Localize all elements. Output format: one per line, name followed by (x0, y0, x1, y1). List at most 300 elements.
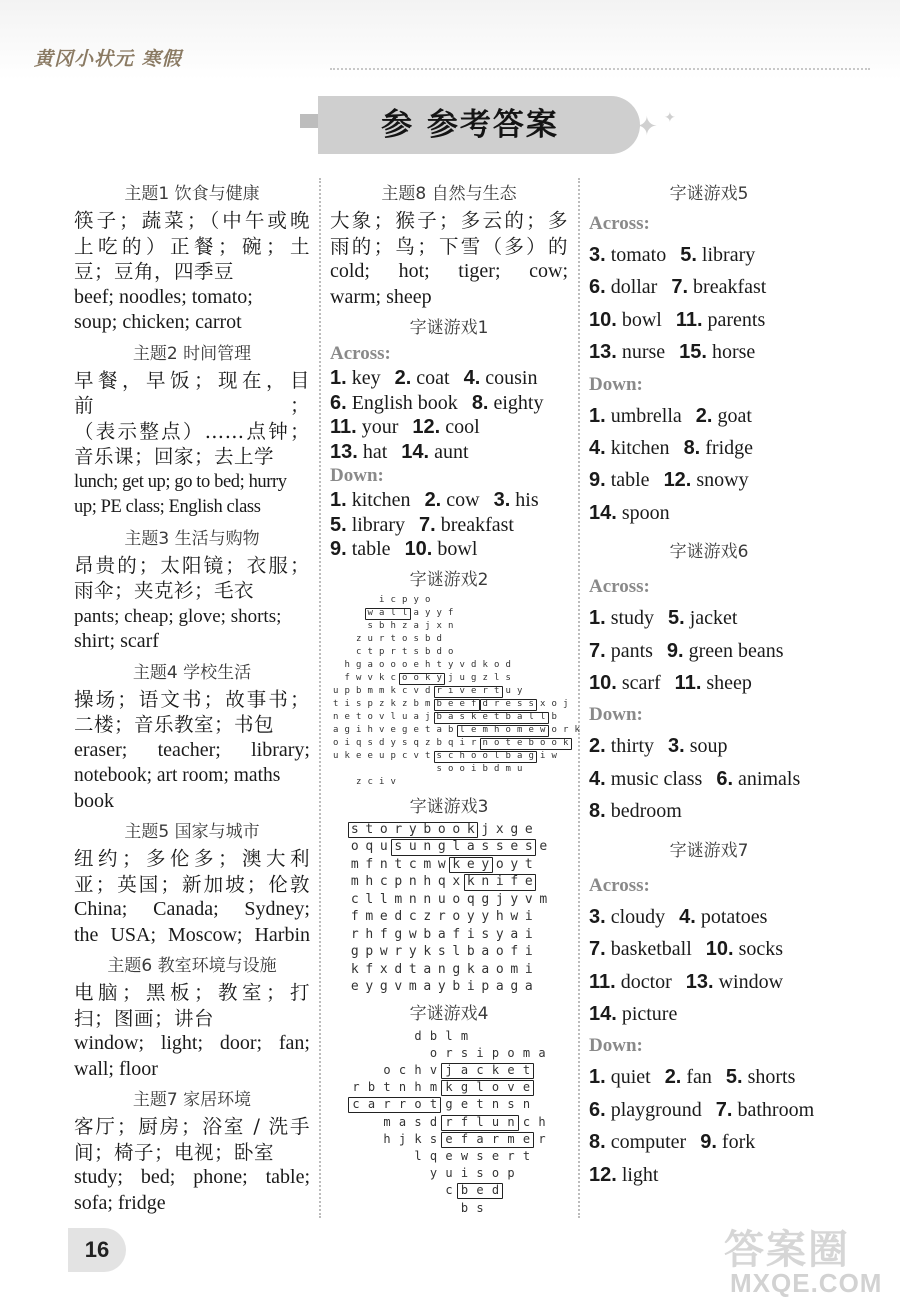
grid-letter: l (452, 944, 461, 959)
answer-row (589, 336, 829, 368)
word-search-grid-3 (348, 821, 551, 996)
answer-zh-line: 音乐课；回家；去上学 (74, 445, 275, 468)
grid-letter: v (524, 891, 533, 907)
grid-letter: b (356, 685, 362, 696)
grid-letter: n (423, 891, 432, 907)
grid-letter: h (344, 659, 350, 670)
grid-letter: a (423, 961, 432, 977)
grid-letter: o (429, 1045, 438, 1060)
grid-letter: u (505, 685, 511, 696)
grid-letter: s (517, 698, 523, 709)
answer-word: fan (686, 1066, 712, 1089)
grid-letter: c (522, 1114, 531, 1129)
grid-letter: a (367, 1097, 376, 1112)
grid-letter: e (471, 685, 477, 696)
clue-number: 12. (663, 469, 692, 492)
grid-letter: d (491, 1183, 500, 1198)
grid-letter: w (367, 607, 373, 618)
answer-item (589, 607, 654, 629)
grid-letter: r (398, 1097, 407, 1112)
answer-zh-line: 昂贵的；太阳镜；衣服； (74, 553, 310, 577)
grid-letter: v (379, 711, 385, 722)
clue-number: 2. (695, 404, 713, 427)
clue-number: 8. (683, 437, 701, 460)
across-label: Across: (589, 213, 650, 234)
grid-letter: g (510, 821, 519, 837)
grid-letter: b (413, 698, 419, 709)
down-answers (589, 400, 829, 530)
answer-item (419, 514, 514, 536)
grid-letter: m (522, 1045, 531, 1060)
answer-word: aunt (434, 440, 469, 463)
grid-letter: s (367, 620, 373, 631)
clue-number: 10. (589, 672, 617, 695)
grid-letter: g (356, 659, 362, 670)
grid-letter: y (425, 607, 431, 618)
answer-item (679, 341, 755, 363)
answer-word: breakfast (693, 276, 767, 299)
answer-item (472, 392, 544, 414)
answer-item (696, 405, 752, 427)
grid-letter: a (495, 979, 504, 994)
section-title: 主题3 生活与购物 (124, 528, 260, 549)
grid-letter: m (510, 961, 519, 977)
answer-row (330, 537, 568, 562)
grid-letter: r (350, 926, 359, 942)
grid-letter: d (394, 961, 403, 977)
grid-letter: r (394, 944, 403, 959)
answer-row (589, 239, 829, 271)
grid-letter: m (365, 909, 374, 924)
grid-letter: q (356, 737, 362, 748)
clue-number: 9. (700, 1131, 717, 1154)
answer-word: nurse (621, 341, 666, 364)
answer-en-line: warm; sheep (330, 285, 432, 308)
answer-item (680, 244, 755, 266)
grid-letter: a (413, 607, 419, 618)
grid-letter: s (495, 839, 504, 854)
grid-letter: j (563, 698, 569, 709)
grid-letter: m (429, 1080, 438, 1095)
grid-letter: n (333, 711, 339, 722)
grid-letter: k (466, 874, 475, 889)
grid-letter: s (350, 821, 359, 837)
grid-letter: r (471, 737, 477, 748)
section-title: 字谜游戏3 (409, 796, 489, 817)
grid-letter: a (538, 1045, 546, 1060)
grid-letter: o (491, 1166, 500, 1181)
section-title: 主题4 学校生活 (132, 662, 252, 683)
column-2 (330, 178, 580, 1221)
down-answers (330, 488, 568, 562)
grid-letter: i (495, 874, 504, 889)
found-word-box (434, 712, 549, 724)
grid-letter: b (436, 737, 442, 748)
grid-letter: l (494, 672, 500, 683)
answer-en-line: book (74, 789, 114, 812)
grid-letter: l (390, 711, 396, 722)
grid-letter: y (429, 1166, 438, 1181)
clue-number: 8. (589, 800, 606, 823)
grid-letter: s (528, 698, 534, 709)
grid-letter: t (522, 1148, 531, 1163)
grid-letter: r (379, 633, 385, 644)
answer-zh-line: 雨的；鸟；下雪（多）的 (330, 234, 568, 258)
grid-letter: u (408, 839, 417, 854)
answer-word: cousin (485, 367, 538, 389)
grid-letter: f (460, 1131, 469, 1146)
answer-word: breakfast (440, 513, 514, 536)
answer-row (330, 366, 568, 391)
grid-letter: u (445, 1166, 453, 1181)
answer-item (412, 416, 479, 438)
answer-item (589, 244, 666, 266)
grid-letter: c (350, 891, 359, 907)
answer-item (425, 489, 480, 511)
answer-row (589, 602, 829, 634)
grid-letter: n (408, 891, 417, 907)
grid-letter: k (390, 685, 396, 696)
clue-number: 2. (664, 1066, 682, 1089)
clue-number: 1. (330, 489, 347, 511)
grid-letter: h (538, 1114, 546, 1129)
grid-letter: u (517, 763, 523, 774)
grid-letter: v (459, 659, 465, 670)
answer-item (664, 469, 749, 491)
grid-letter: e (356, 750, 362, 761)
grid-letter: q (466, 891, 475, 907)
down-answers (589, 730, 829, 827)
grid-letter: h (494, 724, 500, 735)
grid-letter: s (414, 1114, 422, 1129)
grid-letter: e (524, 821, 533, 837)
answer-en-line: shirt; scarf (74, 630, 159, 652)
found-word-box (348, 822, 479, 839)
section-title: 字谜游戏7 (669, 840, 749, 861)
grid-letter: k (414, 1131, 422, 1146)
grid-letter: l (476, 1114, 484, 1129)
grid-letter: s (476, 1200, 484, 1215)
grid-letter: k (574, 724, 580, 735)
grid-letter: b (505, 750, 511, 761)
grid-letter: i (524, 961, 533, 977)
grid-letter: e (445, 1131, 453, 1146)
grid-letter: m (505, 763, 511, 774)
grid-letter: o (471, 750, 477, 761)
grid-letter: z (356, 633, 362, 644)
grid-letter: v (413, 750, 419, 761)
grid-letter: p (379, 646, 385, 657)
grid-letter: d (505, 659, 511, 670)
grid-letter: l (459, 724, 465, 735)
grid-letter: y (408, 944, 417, 959)
grid-letter: l (445, 1028, 453, 1043)
grid-letter: o (452, 821, 461, 837)
answer-word: kitchen (351, 489, 411, 511)
grid-letter: j (425, 620, 431, 631)
grid-letter: i (459, 737, 465, 748)
grid-letter: f (460, 1114, 469, 1129)
grid-letter: r (482, 685, 488, 696)
grid-letter: v (429, 1062, 438, 1077)
grid-letter: p (390, 750, 396, 761)
grid-letter: d (414, 1028, 422, 1043)
answer-word: sheep (706, 672, 752, 695)
clue-number: 4. (463, 367, 481, 389)
grid-letter: p (344, 685, 350, 696)
answer-item (589, 938, 692, 960)
answer-en-line: sofa; fridge (74, 1191, 166, 1214)
grid-letter: a (476, 1131, 484, 1146)
answer-item (589, 735, 654, 757)
across-label: Across: (589, 576, 650, 598)
clue-number: 14. (589, 1002, 617, 1025)
answer-word: picture (621, 1002, 678, 1025)
answer-item (589, 971, 672, 993)
answer-en-line: cold; hot; tiger; cow; (330, 260, 568, 282)
grid-letter: i (540, 750, 546, 761)
section-puzzle-7 (589, 832, 829, 1191)
answer-word: animals (738, 767, 801, 790)
answer-row (589, 1159, 829, 1191)
grid-letter: e (460, 1097, 469, 1112)
grid-letter: o (494, 737, 500, 748)
grid-letter: r (394, 821, 403, 837)
answer-word: pants (610, 639, 653, 662)
answer-word: soup (689, 735, 728, 758)
grid-letter: c (356, 646, 362, 657)
grid-letter: o (505, 724, 511, 735)
grid-letter: o (437, 821, 446, 837)
answer-zh-line: 客厅；厨房；浴室 / 洗手 (74, 1115, 310, 1138)
grid-letter: s (481, 926, 490, 942)
grid-letter: v (390, 776, 396, 787)
grid-letter: m (482, 724, 488, 735)
answer-row (589, 730, 829, 762)
clue-number: 5. (725, 1066, 743, 1089)
grid-letter: p (365, 944, 374, 959)
clue-number: 2. (394, 367, 412, 389)
grid-letter: y (390, 737, 396, 748)
grid-letter: d (394, 909, 403, 924)
grid-letter: r (445, 1114, 453, 1129)
grid-letter: v (379, 724, 385, 735)
grid-letter: s (429, 1131, 438, 1146)
grid-letter: o (507, 1045, 515, 1060)
section-puzzle-2 (330, 566, 580, 789)
grid-letter: p (367, 698, 373, 709)
section-theme-1 (74, 180, 310, 336)
answer-item (330, 538, 391, 560)
found-word-box (434, 686, 503, 698)
grid-letter: i (524, 909, 533, 924)
grid-letter: i (466, 979, 475, 994)
grid-letter: e (517, 737, 523, 748)
grid-letter: w (460, 1148, 469, 1163)
answer-row (589, 966, 829, 998)
clue-number: 11. (330, 416, 357, 438)
grid-letter: t (383, 1080, 391, 1095)
answer-zh-line: 操场；语文书；故事书； (74, 687, 310, 711)
answer-item (589, 437, 670, 459)
answer-item (464, 367, 538, 389)
across-label: Across: (330, 343, 391, 364)
grid-letter: o (551, 737, 557, 748)
grid-letter: b (528, 737, 534, 748)
clue-number: 12. (589, 1163, 617, 1186)
clue-number: 4. (679, 905, 696, 928)
grid-letter: i (344, 698, 350, 709)
clue-number: 10. (705, 938, 734, 961)
down-label: Down: (330, 465, 384, 486)
answer-row (589, 667, 829, 699)
grid-letter: k (390, 698, 396, 709)
clue-number: 9. (330, 538, 347, 560)
grid-letter: z (356, 776, 362, 787)
grid-letter: l (379, 891, 388, 907)
clue-number: 5. (330, 513, 347, 536)
grid-letter: n (507, 1114, 515, 1129)
grid-letter: o (413, 672, 419, 683)
answer-row (330, 415, 568, 440)
clue-number: 4. (589, 767, 606, 790)
grid-letter: e (505, 698, 511, 709)
grid-letter: a (423, 979, 432, 994)
grid-letter: b (379, 620, 385, 631)
answer-word: bowl (621, 308, 662, 331)
brand-logo: 黄冈小状元 寒假 (34, 48, 182, 70)
watermark-url: MXQE.COM (730, 1268, 883, 1298)
clue-number: 1. (330, 367, 347, 389)
grid-letter: s (356, 698, 362, 709)
answer-item (330, 367, 381, 389)
grid-letter: w (379, 944, 388, 959)
grid-letter: o (495, 856, 504, 872)
grid-letter: w (356, 672, 362, 683)
answer-item (716, 768, 800, 790)
grid-letter: b (460, 1200, 469, 1215)
grid-letter: m (383, 1114, 391, 1129)
section-title: 字谜游戏5 (669, 184, 749, 204)
grid-letter: o (452, 891, 461, 907)
grid-letter: z (482, 672, 488, 683)
grid-letter: c (445, 1183, 453, 1198)
found-word-box (464, 874, 537, 891)
answer-zh-line: 纽约；多伦多；澳大利 (74, 847, 310, 870)
answer-row (589, 1126, 829, 1158)
grid-letter: c (367, 776, 373, 787)
grid-letter: t (394, 856, 403, 872)
answer-row (330, 391, 568, 416)
section-title: 字谜游戏4 (409, 1003, 489, 1024)
answer-zh-line: 上吃的）正餐；碗；土 (74, 234, 310, 258)
grid-letter: i (466, 926, 475, 942)
grid-letter: f (471, 698, 477, 709)
grid-letter: r (352, 1080, 360, 1095)
grid-letter: s (402, 737, 408, 748)
grid-letter: k (563, 737, 569, 748)
section-theme-6 (74, 952, 310, 1082)
grid-letter: m (350, 856, 359, 872)
answer-row (589, 271, 829, 303)
grid-letter: m (460, 1028, 469, 1043)
grid-letter: t (505, 737, 511, 748)
grid-letter: o (495, 944, 504, 959)
clue-number: 6. (589, 1098, 606, 1121)
answer-word: study (610, 607, 655, 630)
down-label: Down: (589, 1035, 643, 1057)
answer-item (589, 640, 653, 662)
clue-number: 15. (679, 341, 707, 364)
answer-en-line: window; light; door; fan; (74, 1032, 310, 1054)
grid-letter: t (365, 821, 374, 837)
grid-letter: w (408, 926, 417, 942)
grid-letter: u (367, 633, 373, 644)
grid-letter: t (425, 724, 431, 735)
grid-letter: e (510, 839, 519, 854)
grid-letter: t (367, 646, 373, 657)
grid-letter: q (413, 737, 419, 748)
grid-letter: n (482, 737, 488, 748)
grid-letter: k (466, 961, 475, 977)
grid-letter: f (344, 672, 350, 683)
grid-letter: s (524, 839, 533, 854)
grid-letter: a (517, 711, 523, 722)
answer-word: English book (351, 391, 458, 414)
grid-letter: y (510, 856, 519, 872)
answer-zh-line: 早餐，早饭；现在，目前； (74, 368, 310, 417)
grid-letter: e (522, 1080, 531, 1095)
answer-item (675, 672, 752, 694)
grid-letter: x (540, 698, 546, 709)
grid-letter: d (494, 763, 500, 774)
grid-letter: w (551, 750, 557, 761)
across-answers (330, 366, 568, 464)
grid-letter: t (402, 646, 408, 657)
grid-letter: a (524, 979, 533, 994)
grid-letter: i (344, 737, 350, 748)
section-theme-5 (74, 818, 310, 948)
answer-item (667, 640, 784, 662)
found-word-box (441, 1115, 519, 1131)
grid-letter: x (495, 821, 504, 837)
clue-number: 13. (330, 440, 358, 463)
grid-letter: a (413, 620, 419, 631)
grid-letter: y (365, 979, 374, 994)
grid-letter: l (476, 1080, 484, 1095)
answer-item (679, 906, 767, 928)
section-theme-8 (330, 180, 568, 310)
grid-letter: q (365, 839, 374, 854)
grid-letter: s (413, 646, 419, 657)
found-word-box (434, 699, 480, 711)
grid-letter: r (437, 909, 446, 924)
clue-number: 1. (589, 404, 606, 427)
grid-letter: u (491, 1114, 500, 1129)
grid-letter: x (379, 961, 388, 977)
grid-letter: i (460, 1166, 469, 1181)
grid-letter: m (379, 685, 385, 696)
answer-item (395, 367, 450, 389)
grid-letter: d (471, 659, 477, 670)
word-search-grid-2 (330, 594, 583, 789)
answer-word: cloudy (610, 905, 666, 928)
grid-letter: y (510, 891, 519, 907)
grid-letter: b (436, 698, 442, 709)
grid-letter: h (425, 659, 431, 670)
answer-item (589, 768, 702, 790)
answer-word: potatoes (700, 905, 768, 928)
